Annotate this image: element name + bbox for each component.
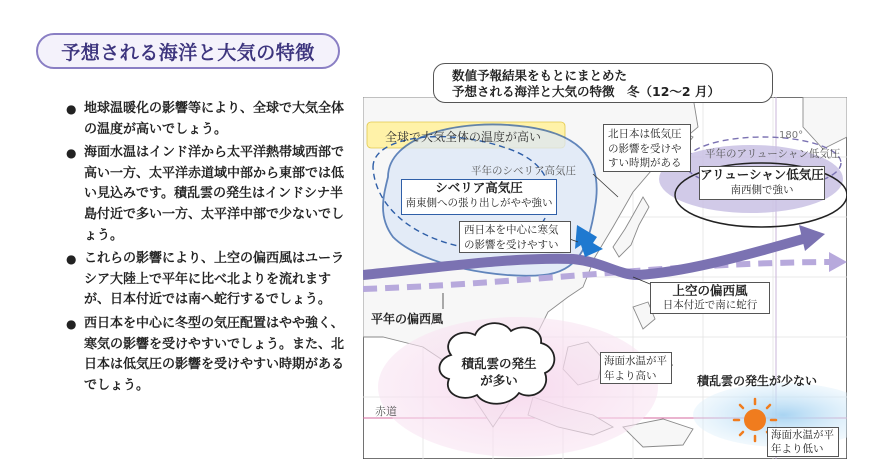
sst-high-box: 海面水温が平年より高い xyxy=(600,352,672,384)
siberia-high-box xyxy=(401,179,557,215)
bullet-list xyxy=(66,99,350,399)
siberia-normal-label: 平年のシベリア高気圧 xyxy=(471,165,576,177)
siberia-high-sub: 南東側への張り出しがやや強い xyxy=(405,197,553,209)
jet-box xyxy=(650,282,770,314)
cb-few-label: 積乱雲の発生が少ない xyxy=(697,374,818,388)
caption-line-2: 予想される海洋と大気の特徴 冬（12～2 月） xyxy=(452,84,720,99)
bullet-item: ● これらの影響により、上空の偏西風はユーラシア大陸上で平年に比べ北よりを流れますが、日本付近では南へ蛇行するでしょう。 xyxy=(66,249,350,311)
bullet-item: ● 海面水温はインド洋から太平洋熱帯域西部で高い一方、太平洋赤道域中部から東部では低い見込みです。積乱雲の発生はインドシナ半島付近で多い一方、太平洋中部で少ないでしょう。 xyxy=(66,143,350,246)
west-japan-box: 西日本を中心に寒気の影響を受けやすい xyxy=(459,221,571,253)
equator-label: 赤道 xyxy=(375,405,397,418)
caption-line-1: 数値予報結果をもとにまとめた xyxy=(452,68,628,83)
jet-sub: 日本付近で南に蛇行 xyxy=(662,299,758,311)
bullet-item: ● 地球温暖化の影響等により、全球で大気全体の温度が高いでしょう。 xyxy=(66,99,350,140)
lon-180-label: 180° xyxy=(779,130,804,141)
section-title-box xyxy=(36,33,340,69)
jet-title: 上空の偏西風 xyxy=(672,283,748,298)
sst-low-box: 海面水温が平年より低い xyxy=(767,427,839,457)
north-japan-box: 北日本は低気圧の影響を受けやすい時期がある xyxy=(603,124,691,172)
siberia-high-title: シベリア高気圧 xyxy=(435,180,523,195)
normal-jet-label: 平年の偏西風 xyxy=(371,312,444,326)
global-temp-label: 全球で大気全体の温度が高い xyxy=(385,130,542,144)
forecast-map xyxy=(363,97,847,459)
bullet-item: ● 西日本を中心に冬型の気圧配置はやや強く、寒気の影響を受けやすいでしょう。また、北日本は低気圧の影響を受けやすい時期があるでしょう。 xyxy=(66,314,350,396)
figure-caption xyxy=(433,63,773,103)
aleutian-low-sub: 南西側で強い xyxy=(730,184,794,196)
aleutian-low-title: アリューシャン低気圧 xyxy=(700,167,824,182)
cb-many-label: 積乱雲の発生が多い xyxy=(461,356,537,388)
aleutian-low-box xyxy=(699,166,825,200)
section-title: 予想される海洋と大気の特徴 xyxy=(61,41,315,64)
aleutian-normal-label: 平年のアリューシャン低気圧 xyxy=(705,148,841,160)
